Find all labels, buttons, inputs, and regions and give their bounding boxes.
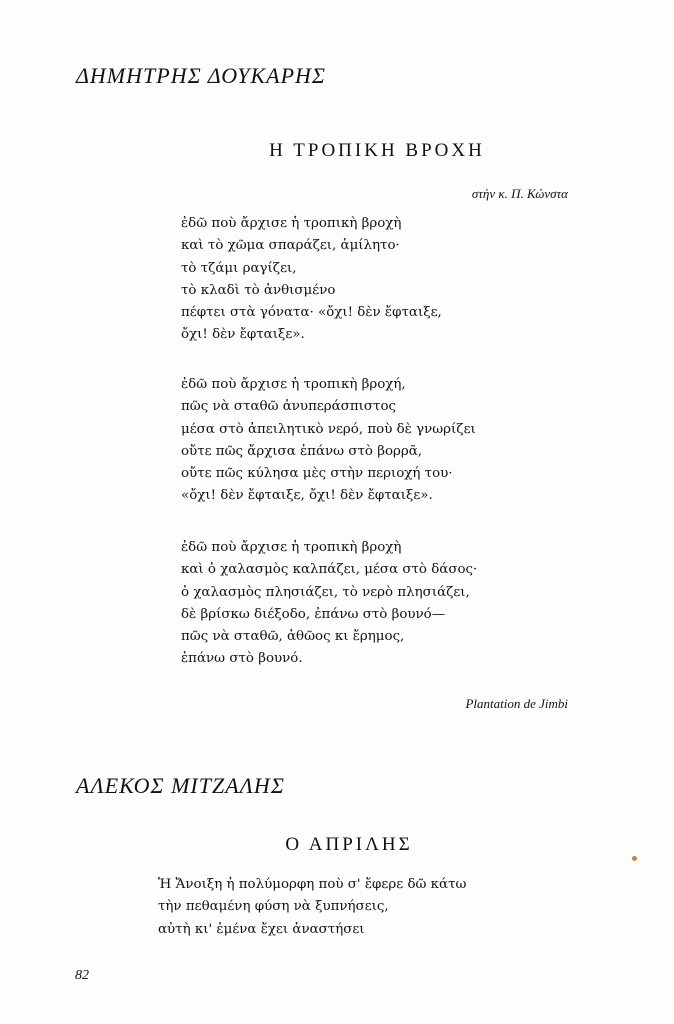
poem-line: ἐπάνω στὸ βουνό.	[181, 651, 303, 667]
poem-line: πῶς νὰ σταθῶ, ἀθῶος κι ἔρημος,	[181, 629, 405, 645]
poem-line: δὲ βρίσκω διέξοδο, ἐπάνω στὸ βουνό—	[181, 606, 446, 622]
page-number: 82	[75, 968, 89, 983]
poem2-stanza-1	[158, 874, 466, 941]
poem-line: Ἡ Ἄνοιξη ἡ πολύμορφη ποὺ σ' ἔφερε δῶ κάτω	[158, 877, 467, 892]
poem-line: τὴν πεθαμένη φύση νὰ ξυπνήσεις,	[158, 899, 389, 915]
poem-line: ἐδῶ ποὺ ἄρχισε ἡ τροπικὴ βροχὴ	[181, 540, 402, 555]
poem-line: αὐτὴ κι' ἐμένα ἔχει ἀναστήσει	[158, 921, 365, 937]
poem-line: καὶ τὸ χῶμα σπαράζει, ἀμίλητο·	[181, 238, 400, 254]
poem2-author: ΑΛΕΚΟΣ ΜΙΤΖΑΛΗΣ	[76, 773, 285, 798]
poem1-stanza-3	[181, 537, 477, 671]
poem1-dedication: στὴν κ. Π. Κώνστα	[471, 186, 568, 201]
poem-line: πέφτει στὰ γόνατα· «ὄχι! δὲν ἔφταιξε,	[181, 305, 442, 321]
poem-line: τὸ κλαδὶ τὸ ἀνθισμένο	[181, 282, 336, 298]
poem-line: ὁ χαλασμὸς πλησιάζει, τὸ νερὸ πλησιάζει,	[181, 584, 470, 600]
poem-line: οὔτε πῶς ἄρχισα ἐπάνω στὸ βορρᾶ,	[181, 443, 423, 459]
poem1-title: Η ΤΡΟΠΙΚΗ ΒΡΟΧΗ	[269, 140, 485, 161]
poem-line: πῶς νὰ σταθῶ ἀνυπεράσπιστος	[181, 399, 397, 415]
poem1-author: ΔΗΜΗΤΡΗΣ ΔΟΥΚΑΡΗΣ	[76, 63, 326, 88]
poem-line: ὄχι! δὲν ἔφταιξε».	[181, 327, 305, 343]
poem-line: μέσα στὸ ἀπειλητικὸ νερό, ποὺ δὲ γνωρίζει	[181, 421, 476, 437]
poem-line: «ὄχι! δὲν ἔφταιξε, ὄχι! δὲν ἔφταιξε».	[181, 488, 433, 504]
poem-line: καὶ ὁ χαλασμὸς καλπάζει, μέσα στὸ δάσος·	[181, 562, 478, 578]
poem-line: οὔτε πῶς κύλησα μὲς στὴν περιοχή του·	[181, 466, 453, 482]
poem1-place: Plantation de Jimbi	[465, 696, 568, 711]
paper-speck	[632, 856, 637, 861]
poem-line: ἐδῶ ποὺ ἄρχισε ἡ τροπικὴ βροχή,	[181, 377, 406, 392]
poem1-stanza-1	[181, 213, 442, 347]
poem2-title: Ο ΑΠΡΙΛΗΣ	[285, 834, 413, 855]
poem-line: ἐδῶ ποὺ ἄρχισε ἡ τροπικὴ βροχὴ	[181, 216, 402, 231]
poem1-stanza-2	[181, 374, 476, 508]
poem-line: τὸ τζάμι ραγίζει,	[181, 260, 297, 276]
